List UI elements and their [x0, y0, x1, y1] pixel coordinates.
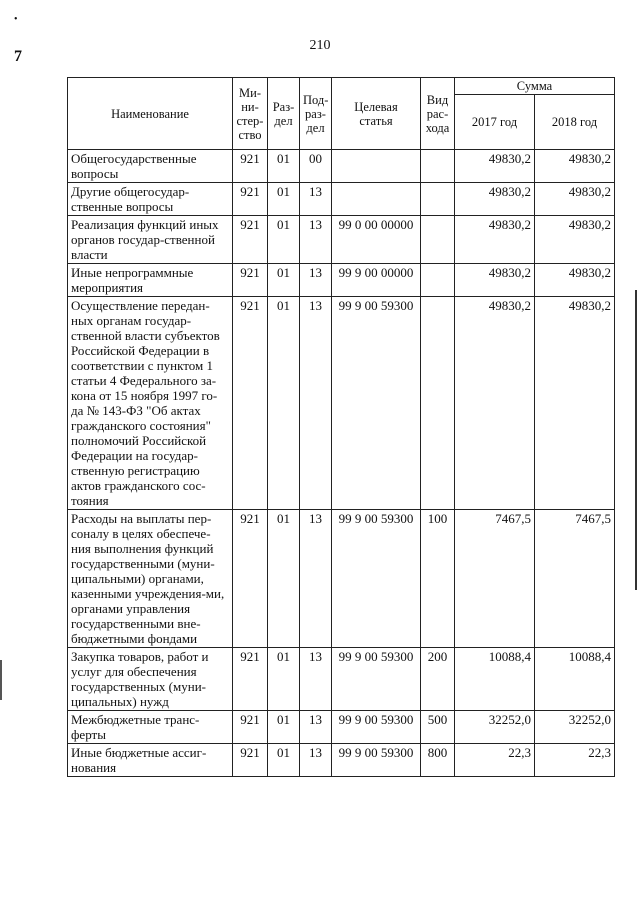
table-row — [68, 711, 615, 744]
row-section: 01 — [268, 510, 300, 648]
row-target — [332, 183, 421, 216]
row-amount-2018: 49830,2 — [535, 297, 615, 510]
row-ministry: 921 — [233, 711, 268, 744]
row-amount-2017: 49830,2 — [455, 216, 535, 264]
row-amount-2017: 32252,0 — [455, 711, 535, 744]
row-subsection: 00 — [300, 150, 332, 183]
row-expense-type — [421, 297, 455, 510]
row-amount-2018: 49830,2 — [535, 183, 615, 216]
margin-mark: 7 — [14, 48, 22, 65]
row-amount-2017: 49830,2 — [455, 183, 535, 216]
row-amount-2018: 22,3 — [535, 744, 615, 777]
row-target: 99 9 00 59300 — [332, 744, 421, 777]
row-target: 99 9 00 00000 — [332, 264, 421, 297]
header-year-2017: 2017 год — [455, 95, 535, 150]
header-expense-type: Вид рас- хода — [421, 78, 455, 150]
row-amount-2017: 49830,2 — [455, 297, 535, 510]
row-amount-2018: 49830,2 — [535, 150, 615, 183]
table-row — [68, 216, 615, 264]
row-expense-type: 200 — [421, 648, 455, 711]
row-subsection: 13 — [300, 264, 332, 297]
row-section: 01 — [268, 216, 300, 264]
row-expense-type — [421, 183, 455, 216]
row-ministry: 921 — [233, 183, 268, 216]
row-name: Закупка товаров, работ и услуг для обеспечения государственных (муни-ципальных) нужд — [68, 648, 233, 711]
row-name: Осуществление передан-ных органам государ-ственной власти субъектов Российской Федерации в соответствии с пунктом 1 статьи 4 Федерального за-кона от 15 ноября 1997 го-да № 143-ФЗ "Об актах гражданского состояния" полномочий Российской Федерации на государ-ственную регистрацию актов гражданского сос-тояния — [68, 297, 233, 510]
row-section: 01 — [268, 744, 300, 777]
row-amount-2018: 49830,2 — [535, 216, 615, 264]
row-expense-type: 100 — [421, 510, 455, 648]
row-amount-2018: 7467,5 — [535, 510, 615, 648]
row-amount-2018: 49830,2 — [535, 264, 615, 297]
row-name: Иные бюджетные ассиг-нования — [68, 744, 233, 777]
scan-edge-line-left — [0, 660, 2, 700]
budget-table — [67, 77, 615, 777]
row-expense-type: 800 — [421, 744, 455, 777]
row-target: 99 9 00 59300 — [332, 510, 421, 648]
row-expense-type — [421, 150, 455, 183]
row-subsection: 13 — [300, 744, 332, 777]
table-row — [68, 648, 615, 711]
row-expense-type — [421, 264, 455, 297]
row-subsection: 13 — [300, 216, 332, 264]
row-amount-2017: 49830,2 — [455, 264, 535, 297]
row-ministry: 921 — [233, 744, 268, 777]
row-section: 01 — [268, 150, 300, 183]
row-name: Расходы на выплаты пер-соналу в целях обеспече-ния выполнения функций государственными (муни-ципальными) органами, казенными учреждения-ми, органами управления государственными вне-бюджетными фондами — [68, 510, 233, 648]
header-sum: Сумма — [455, 78, 615, 95]
row-subsection: 13 — [300, 711, 332, 744]
table-row — [68, 264, 615, 297]
row-ministry: 921 — [233, 216, 268, 264]
row-section: 01 — [268, 297, 300, 510]
row-amount-2018: 32252,0 — [535, 711, 615, 744]
row-subsection: 13 — [300, 183, 332, 216]
header-year-2018: 2018 год — [535, 95, 615, 150]
row-expense-type — [421, 216, 455, 264]
row-ministry: 921 — [233, 510, 268, 648]
row-name: Межбюджетные транс-ферты — [68, 711, 233, 744]
page-number: 210 — [309, 38, 331, 53]
row-ministry: 921 — [233, 297, 268, 510]
row-name: Общегосударственные вопросы — [68, 150, 233, 183]
scan-edge-line — [635, 290, 637, 590]
row-amount-2017: 10088,4 — [455, 648, 535, 711]
row-target: 99 0 00 00000 — [332, 216, 421, 264]
row-expense-type: 500 — [421, 711, 455, 744]
row-amount-2018: 10088,4 — [535, 648, 615, 711]
row-target: 99 9 00 59300 — [332, 648, 421, 711]
table-row — [68, 744, 615, 777]
row-target: 99 9 00 59300 — [332, 297, 421, 510]
row-subsection: 13 — [300, 648, 332, 711]
row-target: 99 9 00 59300 — [332, 711, 421, 744]
row-name: Другие общегосудар-ственные вопросы — [68, 183, 233, 216]
header-target: Целевая статья — [332, 78, 421, 150]
row-ministry: 921 — [233, 648, 268, 711]
row-ministry: 921 — [233, 264, 268, 297]
table-row — [68, 183, 615, 216]
table-row — [68, 150, 615, 183]
row-subsection: 13 — [300, 297, 332, 510]
row-amount-2017: 22,3 — [455, 744, 535, 777]
row-section: 01 — [268, 648, 300, 711]
row-section: 01 — [268, 711, 300, 744]
row-name: Иные непрограммные мероприятия — [68, 264, 233, 297]
header-name: Наименование — [68, 78, 233, 150]
header-ministry: Ми- ни- стер- ство — [233, 78, 268, 150]
row-section: 01 — [268, 183, 300, 216]
row-amount-2017: 7467,5 — [455, 510, 535, 648]
row-amount-2017: 49830,2 — [455, 150, 535, 183]
header-section: Раз- дел — [268, 78, 300, 150]
header-subsection: Под- раз- дел — [300, 78, 332, 150]
row-ministry: 921 — [233, 150, 268, 183]
header-row — [68, 78, 615, 95]
row-name: Реализация функций иных органов государ-ственной власти — [68, 216, 233, 264]
row-target — [332, 150, 421, 183]
margin-dot: • — [14, 14, 18, 25]
table-row — [68, 297, 615, 510]
table-row — [68, 510, 615, 648]
row-subsection: 13 — [300, 510, 332, 648]
row-section: 01 — [268, 264, 300, 297]
